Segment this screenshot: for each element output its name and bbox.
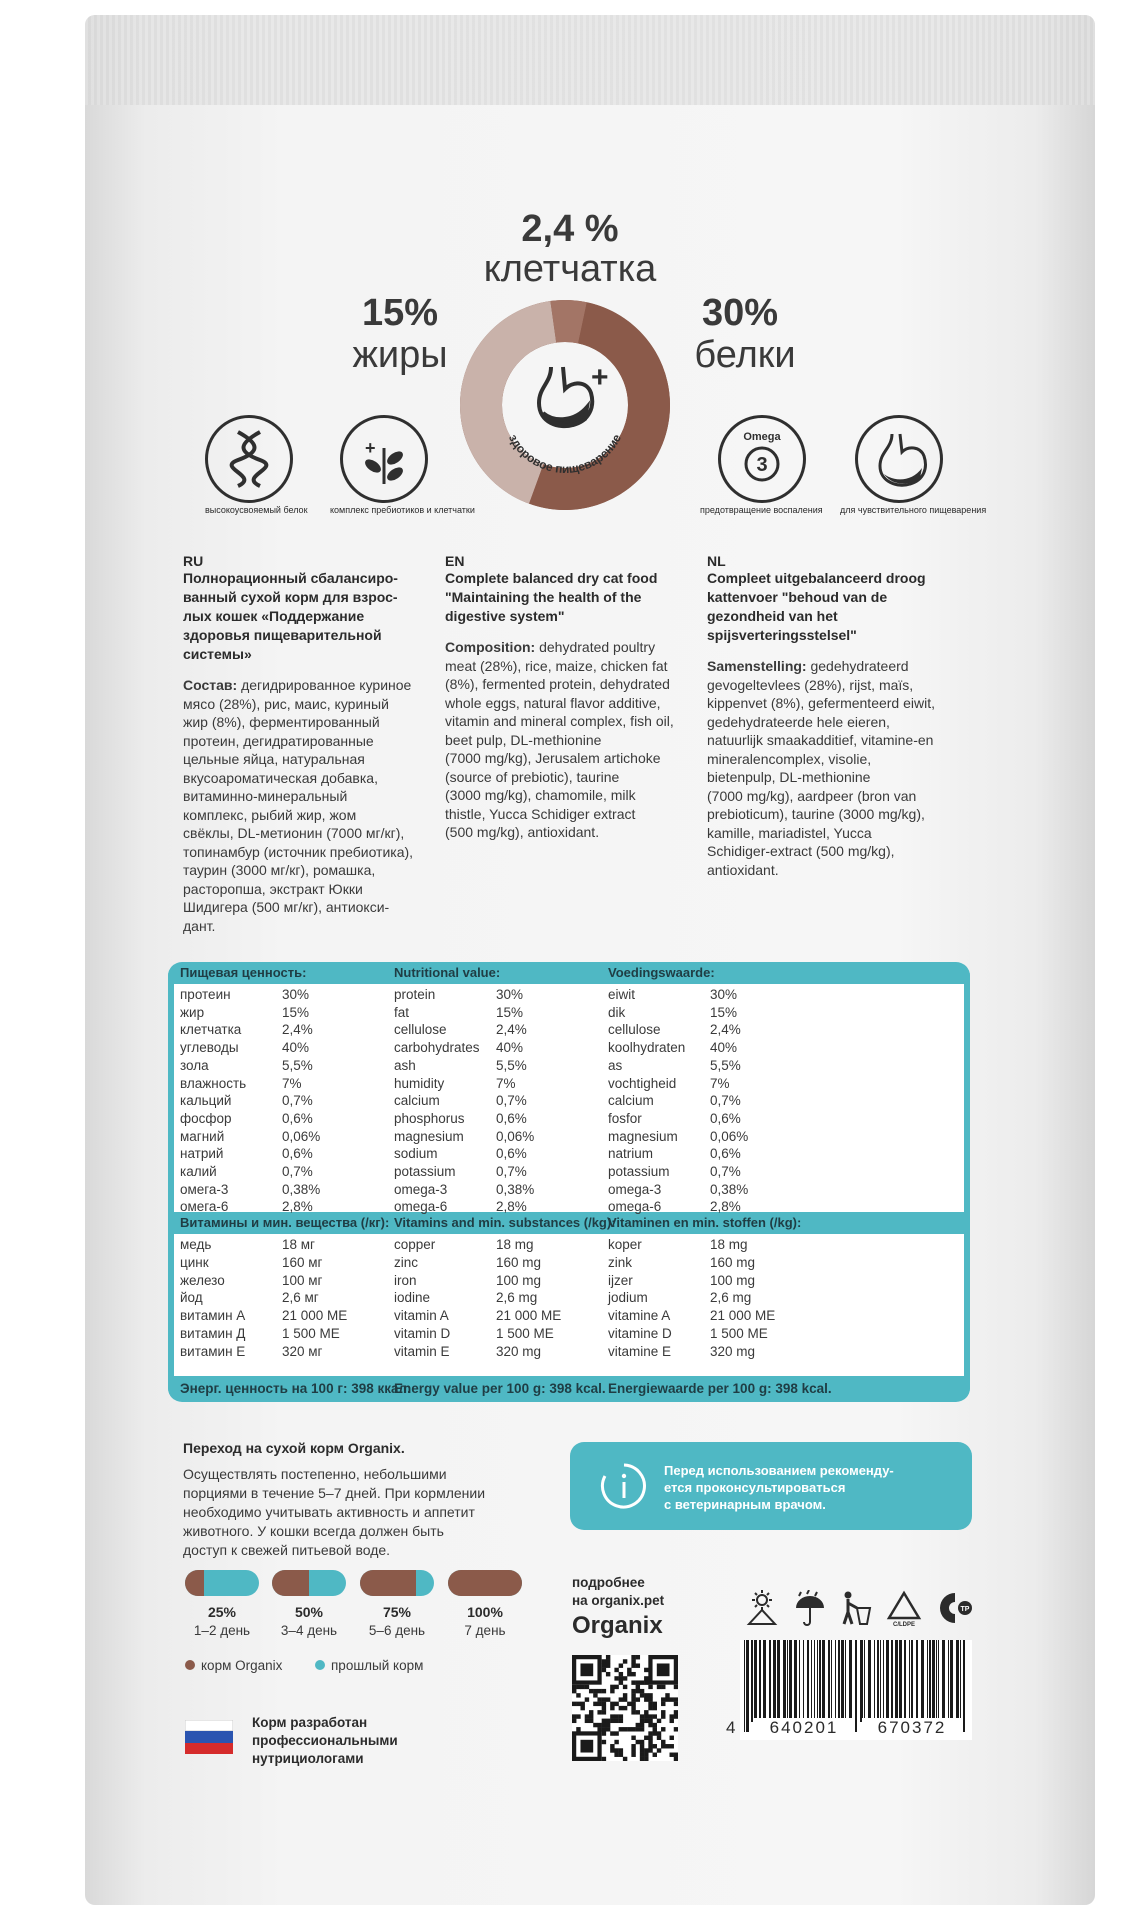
fiber-label: клетчатка	[483, 248, 657, 290]
vitamin-name: zink	[608, 1254, 633, 1270]
nutrient-name: potassium	[608, 1164, 670, 1179]
nutrient-name: omega-6	[608, 1199, 662, 1215]
nutrient-value: 0,7%	[496, 1164, 527, 1179]
composition-line: thistle, Yucca Schidiger extract	[445, 805, 636, 822]
nutrient-name: omega-3	[394, 1181, 448, 1197]
vitamin-name: vitamin D	[394, 1326, 451, 1341]
barcode	[726, 1640, 972, 1740]
vitamin-value: 100 мг	[282, 1272, 323, 1288]
handling-symbols	[745, 1590, 975, 1630]
nutrient-name: фосфор	[180, 1110, 232, 1126]
origin-line: Корм разработан	[252, 1715, 368, 1730]
composition-line: antioxidant.	[707, 861, 779, 878]
nutrient-name: as	[608, 1057, 623, 1073]
nutrient-value: 0,06%	[710, 1128, 749, 1144]
product-title	[445, 569, 695, 626]
language-code: RU	[183, 553, 204, 569]
nutrient-value: 0,7%	[282, 1164, 313, 1179]
vitamin-value: 21 000 ME	[496, 1308, 562, 1324]
language-code: EN	[445, 553, 465, 569]
column-en	[445, 553, 695, 842]
vitamins-header: Vitaminen en min. stoffen (/kg):	[608, 1215, 802, 1230]
feature-caption-prebiotics: комплекс пребиотиков и клетчатки	[330, 505, 475, 515]
language-code: NL	[707, 553, 726, 569]
nutrient-value: 15%	[496, 1004, 524, 1020]
vitamin-value: 1 500 МЕ	[282, 1326, 340, 1341]
step-pill	[185, 1570, 259, 1596]
nutrient-name: calcium	[394, 1093, 440, 1109]
legend-dot-teal	[315, 1660, 325, 1670]
vitamin-name: цинк	[180, 1254, 209, 1270]
feature-caption-omega: предотвращение воспаления	[700, 505, 823, 515]
vitamin-value: 100 mg	[496, 1272, 542, 1288]
barcode-group2: 670372	[862, 1718, 962, 1738]
nutrient-value: 30%	[710, 987, 738, 1002]
step-percent: 50%	[294, 1604, 324, 1620]
nutrient-value: 0,6%	[710, 1110, 741, 1126]
nutrient-name: магний	[180, 1128, 225, 1144]
nutrient-value: 30%	[282, 987, 310, 1002]
vitamin-value: 2,6 mg	[710, 1290, 752, 1306]
step-day: 3–4 день	[280, 1623, 338, 1638]
composition-line: beet pulp, DL-methionine	[445, 731, 602, 748]
composition-line: мясо (28%), рис, маис, куриный	[183, 695, 389, 712]
nutrient-name: ash	[394, 1057, 416, 1073]
keep-dry-icon	[793, 1590, 827, 1626]
barcode-group1: 640201	[754, 1718, 854, 1738]
vitamins-header: Vitamins and min. substances (/kg):	[394, 1215, 616, 1230]
title-line: системы»	[183, 646, 252, 662]
nutrient-value: 15%	[710, 1004, 738, 1020]
nutrient-name: протеин	[180, 987, 231, 1002]
energy-value: Energiewaarde per 100 g: 398 kcal.	[608, 1381, 832, 1396]
composition: Composition: dehydrated poultry meat (28%), rice, maize, chicken fat (8%), fermented protein, dehydrated whole eggs, natural flavor additive, vitamin and mineral complex, fish oil, beet pulp, DL-methionine (7000 mg/kg), Jerusalem artichoke (source of prebiotic), taurine (3000 mg/kg), chamomile, milk thistle, Yucca Schidiger extract (500 mg/kg), antioxidant.	[445, 638, 695, 842]
nutrition-header: Пищевая ценность:	[180, 965, 307, 980]
nutrient-value: 5,5%	[282, 1057, 313, 1073]
vitamin-name: vitamine D	[608, 1326, 672, 1341]
nutrient-name: cellulose	[394, 1022, 447, 1038]
vet-notice	[570, 1442, 972, 1530]
step-day: 1–2 день	[193, 1623, 251, 1638]
nutrient-name: omega-3	[608, 1181, 662, 1197]
composition-line: prebioticum), taurine (3000 mg/kg),	[707, 806, 925, 822]
composition-line: meat (28%), rice, maize, chicken fat	[445, 657, 668, 674]
nutrient-value: 0,7%	[282, 1093, 313, 1109]
composition-line: таурин (3000 мг/кг), ромашка,	[183, 862, 376, 878]
title-line: digestive system"	[445, 608, 565, 624]
nutrient-value: 7%	[282, 1075, 302, 1091]
vitamin-name: iron	[394, 1272, 417, 1288]
nutrient-value: 40%	[710, 1040, 738, 1056]
vitamin-value: 160 mg	[496, 1254, 542, 1270]
svg-text:+: +	[365, 438, 376, 458]
column-nl	[707, 553, 967, 879]
nutrient-value: 15%	[282, 1004, 310, 1020]
composition-line: (500 mg/kg), antioxidant.	[445, 824, 600, 840]
nutrient-value: 0,38%	[282, 1181, 321, 1197]
vitamin-value: 320 mg	[710, 1343, 756, 1359]
feature-omega	[718, 415, 806, 503]
vitamins-header: Витамины и мин. вещества (/кг):	[180, 1215, 390, 1230]
legend-old: прошлый корм	[315, 1658, 423, 1673]
nutrient-name: омега-3	[180, 1181, 229, 1197]
protein-percent: 30%	[701, 292, 779, 334]
transition-line: животного. У кошки всегда должен быть	[183, 1523, 444, 1539]
package-seal-strip	[85, 15, 1095, 105]
nutrient-value: 5,5%	[710, 1057, 741, 1073]
feature-protein	[205, 415, 293, 503]
title-line: gezondheid van het	[707, 608, 838, 624]
fat-label: жиры	[352, 334, 448, 376]
composition-line: mineralencomplex, visolie,	[707, 750, 872, 767]
nutrient-value: 2,8%	[496, 1199, 527, 1215]
keep-from-sun-icon	[745, 1590, 779, 1626]
composition-line: kippenvet (8%), gefermenteerd eiwit,	[707, 695, 935, 711]
origin-line: профессиональными	[252, 1733, 398, 1748]
nutrient-value: 2,8%	[282, 1199, 313, 1215]
composition-line: natuurlijk smaakadditief, vitamine-en	[707, 732, 934, 748]
nutrient-value: 40%	[496, 1040, 524, 1056]
transition-line: Осуществлять постепенно, небольшими	[183, 1466, 447, 1482]
nutrient-name: humidity	[394, 1075, 445, 1091]
nutrient-name: зола	[180, 1057, 209, 1073]
vitamin-name: ijzer	[608, 1272, 633, 1288]
nutrient-name: protein	[394, 987, 436, 1002]
tidyman-icon	[839, 1590, 873, 1626]
nutrient-value: 0,6%	[282, 1146, 313, 1162]
vitamin-value: 320 мг	[282, 1343, 323, 1359]
nutrient-name: natrium	[608, 1146, 654, 1162]
composition-line: свёклы, DL-метионин (7000 мг/кг),	[183, 825, 405, 841]
title-line: spijsverteringsstelsel"	[707, 627, 857, 643]
nutrition-header: Nutritional value:	[394, 965, 501, 980]
website-line: на organix.pet	[572, 1593, 665, 1608]
nutrient-name: eiwit	[608, 987, 636, 1002]
feature-caption-protein: высокоусвояемый белок	[205, 505, 308, 515]
info-icon	[600, 1462, 648, 1510]
composition-line: топинамбур (источник пребиотика),	[183, 843, 414, 860]
nutrient-value: 0,06%	[496, 1128, 535, 1144]
composition-line: gevogeltevlees (28%), rijst, maïs,	[707, 676, 914, 693]
nutrient-value: 0,6%	[710, 1146, 741, 1162]
nutrient-name: fosfor	[608, 1110, 642, 1126]
nutrient-name: жир	[180, 1004, 205, 1020]
composition-line: vitamin and mineral complex, fish oil,	[445, 713, 674, 729]
composition-line: (7000 mg/kg), aardpeer (bron van	[707, 787, 917, 804]
title-line: "Maintaining the health of the	[445, 589, 642, 605]
step-pill	[360, 1570, 434, 1596]
website-link[interactable]	[572, 1574, 664, 1610]
donut-segment-fiber	[553, 321, 582, 323]
vitamin-name: koper	[608, 1237, 642, 1252]
vitamin-value: 1 500 ME	[710, 1326, 768, 1341]
vitamin-name: йод	[180, 1290, 203, 1306]
step-fill	[448, 1570, 522, 1596]
title-line: Compleet uitgebalanceerd droog	[707, 570, 926, 586]
nutrient-name: koolhydraten	[608, 1040, 686, 1056]
vitamin-value: 320 mg	[496, 1343, 542, 1359]
composition-line: whole eggs, natural flavor additive,	[445, 694, 661, 711]
nutrient-value: 0,38%	[496, 1181, 535, 1197]
vitamin-name: vitamine E	[608, 1343, 672, 1359]
composition-line: (3000 mg/kg), chamomile, milk	[445, 787, 636, 803]
composition-line: gedehydrateerde hele eieren,	[707, 713, 890, 730]
nutrient-name: омега-6	[180, 1199, 229, 1215]
vitamin-name: vitamine A	[608, 1308, 671, 1324]
step-day: 5–6 день	[368, 1623, 426, 1638]
step-fill	[185, 1570, 204, 1596]
nutrient-name: fat	[394, 1004, 410, 1020]
nutrient-value: 0,06%	[282, 1128, 321, 1144]
legend-new: корм Organix	[185, 1658, 282, 1673]
nutrition-header: Voedingswaarde:	[608, 965, 715, 980]
vitamin-value: 1 500 ME	[496, 1326, 554, 1341]
nutrient-name: potassium	[394, 1164, 456, 1179]
vitamin-name: медь	[180, 1237, 212, 1252]
composition-line: (source of prebiotic), taurine	[445, 768, 620, 785]
vitamin-value: 21 000 МЕ	[282, 1308, 348, 1324]
step-fill	[360, 1570, 416, 1596]
feature-caption-sensitive: для чувствительного пищеварения	[840, 505, 987, 515]
vitamin-name: copper	[394, 1237, 436, 1252]
product-title	[183, 569, 433, 664]
vitamin-value: 160 mg	[710, 1254, 756, 1270]
nutrient-value: 5,5%	[496, 1057, 527, 1073]
origin-text	[252, 1714, 398, 1768]
nutrient-value: 0,6%	[282, 1110, 313, 1126]
svg-text:3: 3	[756, 454, 768, 476]
vitamin-value: 160 мг	[282, 1254, 323, 1270]
notice-line: ется проконсультироваться	[664, 1480, 846, 1495]
digestion-caption: здоровое пищеварение	[505, 431, 625, 477]
origin-line: нутрициологами	[252, 1751, 364, 1766]
title-line: здоровья пищеварительной	[183, 627, 382, 643]
step-percent: 25%	[207, 1604, 237, 1620]
barcode-digit-first: 4	[726, 1718, 736, 1737]
brand-logo: Organix	[572, 1612, 663, 1639]
composition-line: вкусоароматическая добавка,	[183, 769, 378, 786]
composition-line: комплекс, рыбий жир, жом	[183, 806, 357, 823]
stomach-icon	[858, 418, 940, 500]
composition-line: расторопша, экстракт Юкки	[183, 880, 363, 897]
nutrient-value: 2,8%	[710, 1199, 741, 1215]
nutrient-name: углеводы	[180, 1040, 239, 1056]
nutrient-name: sodium	[394, 1146, 438, 1162]
composition-line: kamille, mariadistel, Yucca	[707, 824, 872, 841]
title-line: Complete balanced dry cat food	[445, 570, 658, 586]
title-line: лых кошек «Поддержание	[183, 608, 365, 624]
transition-line: необходимо учитывать активность и аппетит	[183, 1504, 475, 1520]
vitamin-value: 18 mg	[496, 1237, 534, 1252]
composition-line: жир (8%), ферментированный	[183, 714, 380, 730]
vitamin-name: jodium	[608, 1290, 648, 1306]
nutrient-name: cellulose	[608, 1022, 661, 1038]
step-fill	[272, 1570, 309, 1596]
sprout-icon	[343, 418, 425, 500]
vitamin-value: 100 mg	[710, 1272, 756, 1288]
nutrient-value: 0,6%	[496, 1110, 527, 1126]
vitamin-value: 2,6 mg	[496, 1290, 538, 1306]
nutrient-donut	[455, 295, 675, 515]
fiber-percent: 2,4 %	[521, 208, 619, 250]
transition-line: доступ к свежей питьевой воде.	[183, 1542, 391, 1558]
composition: Состав: дегидрированное куриное мясо (28%), рис, маис, куриный жир (8%), ферментированный протеин, дегидратированные цельные яйца, натуральная вкусоароматическая добавка, витаминно-минеральный комплекс, рыбий жир, жом свёклы, DL-метионин (7000 мг/кг), топинамбур (источник пребиотика), таурин (3000 мг/кг), ромашка, расторопша, экстракт Юкки Шидигера (500 мг/кг), антиокси- дант.	[183, 676, 433, 935]
nutrient-name: magnesium	[394, 1128, 464, 1144]
transition-line: порциями в течение 5–7 дней. При кормлении	[183, 1485, 486, 1501]
nutrient-name: dik	[608, 1004, 626, 1020]
legend-dot-brown	[185, 1660, 195, 1670]
fat-percent: 15%	[361, 292, 439, 334]
step-pill	[448, 1570, 522, 1596]
omega3-icon	[721, 418, 803, 500]
composition-line: (7000 mg/kg), Jerusalem artichoke	[445, 750, 661, 766]
nutrient-name: calcium	[608, 1093, 654, 1109]
nutrient-name: влажность	[180, 1075, 247, 1091]
nutrient-value: 0,7%	[496, 1093, 527, 1109]
nutrient-value: 40%	[282, 1040, 310, 1056]
vitamin-name: iodine	[394, 1290, 431, 1306]
nutrient-value: 2,4%	[496, 1022, 527, 1038]
svg-text:C/LDPE: C/LDPE	[892, 1622, 916, 1626]
step-percent: 100%	[467, 1604, 503, 1620]
column-ru	[183, 553, 433, 935]
protein-label: белки	[694, 334, 796, 376]
title-line: Полнорационный сбалансиро-	[183, 570, 398, 586]
vitamin-value: 18 mg	[710, 1237, 748, 1252]
feature-sensitive	[855, 415, 943, 503]
nutrient-value: 7%	[496, 1075, 516, 1091]
energy-value: Энерг. ценность на 100 г: 398 ккал.	[180, 1381, 411, 1396]
nutrient-name: carbohydrates	[394, 1040, 480, 1056]
composition-line: протеин, дегидратированные	[183, 732, 374, 749]
vitamin-name: vitamin A	[394, 1308, 449, 1324]
title-line: kattenvoer "behoud van de	[707, 589, 888, 605]
nutrient-name: натрий	[180, 1146, 224, 1162]
vitamin-value: 18 мг	[282, 1237, 315, 1252]
nutrient-value: 7%	[710, 1075, 730, 1091]
energy-value: Energy value per 100 g: 398 kcal.	[394, 1381, 606, 1396]
composition-line: Шидигера (500 мг/кг), антиокси-	[183, 899, 390, 915]
nutrient-value: 0,7%	[710, 1093, 741, 1109]
step-pill	[272, 1570, 346, 1596]
nutrient-name: клетчатка	[180, 1022, 242, 1038]
svg-text:TP: TP	[960, 1606, 970, 1613]
composition-line: bietenpulp, DL-methionine	[707, 769, 871, 785]
feature-prebiotics	[340, 415, 428, 503]
transition-title: Переход на сухой корм Organix.	[183, 1440, 405, 1456]
vitamin-value: 2,6 мг	[282, 1290, 319, 1306]
composition-line: витаминно-минеральный	[183, 788, 348, 804]
notice-text	[664, 1462, 894, 1513]
eac-mark-icon	[935, 1590, 975, 1626]
dna-icon	[208, 418, 290, 500]
svg-text:Omega: Omega	[743, 431, 781, 443]
recycle-icon	[885, 1590, 923, 1626]
vitamin-name: железо	[180, 1272, 225, 1288]
website-line: подробнее	[572, 1575, 645, 1590]
nutrient-name: калий	[180, 1164, 217, 1179]
composition-line: дант.	[183, 917, 216, 934]
vitamin-name: витамин А	[180, 1308, 246, 1324]
step-day: 7 день	[464, 1623, 506, 1638]
step-percent: 75%	[382, 1604, 412, 1620]
vitamin-value: 21 000 ME	[710, 1308, 776, 1324]
plus-icon: +	[591, 361, 609, 394]
vitamin-name: витамин Д	[180, 1326, 246, 1341]
vitamin-name: витамин Е	[180, 1343, 246, 1359]
nutrient-name: кальций	[180, 1093, 232, 1109]
nutrient-name: magnesium	[608, 1128, 678, 1144]
nutrient-value: 2,4%	[710, 1022, 741, 1038]
title-line: ванный сухой корм для взрос-	[183, 589, 398, 605]
russia-flag-icon	[185, 1720, 233, 1754]
vitamin-name: vitamin E	[394, 1343, 450, 1359]
composition-line: (8%), fermented protein, dehydrated	[445, 676, 670, 692]
product-title	[707, 569, 967, 645]
nutrient-value: 2,4%	[282, 1022, 313, 1038]
vitamin-name: zinc	[394, 1254, 419, 1270]
nutrient-value: 30%	[496, 987, 524, 1002]
qr-code[interactable]	[572, 1655, 678, 1761]
notice-line: Перед использованием рекоменду-	[664, 1463, 894, 1478]
composition: Samenstelling: gedehydrateerd gevogeltevlees (28%), rijst, maïs, kippenvet (8%), gefermenteerd eiwit, gedehydrateerde hele eieren, natuurlijk smaakadditief, vitamine-en mineralencomplex, visolie, bietenpulp, DL-methionine (7000 mg/kg), aardpeer (bron van prebioticum), taurine (3000 mg/kg), kamille, mariadistel, Yucca Schidiger-extract (500 mg/kg), antioxidant.	[707, 657, 967, 879]
nutrient-value: 0,7%	[710, 1164, 741, 1179]
nutrient-value: 0,38%	[710, 1181, 749, 1197]
nutrition-table	[168, 962, 970, 1402]
composition-line: цельные яйца, натуральная	[183, 751, 365, 767]
transition-body	[183, 1465, 493, 1560]
nutrient-value: 0,6%	[496, 1146, 527, 1162]
nutrient-name: omega-6	[394, 1199, 448, 1215]
notice-line: с ветеринарным врачом.	[664, 1497, 826, 1512]
nutrient-name: phosphorus	[394, 1110, 465, 1126]
composition-line: Schidiger-extract (500 mg/kg),	[707, 843, 895, 859]
nutrient-name: vochtigheid	[608, 1075, 677, 1091]
